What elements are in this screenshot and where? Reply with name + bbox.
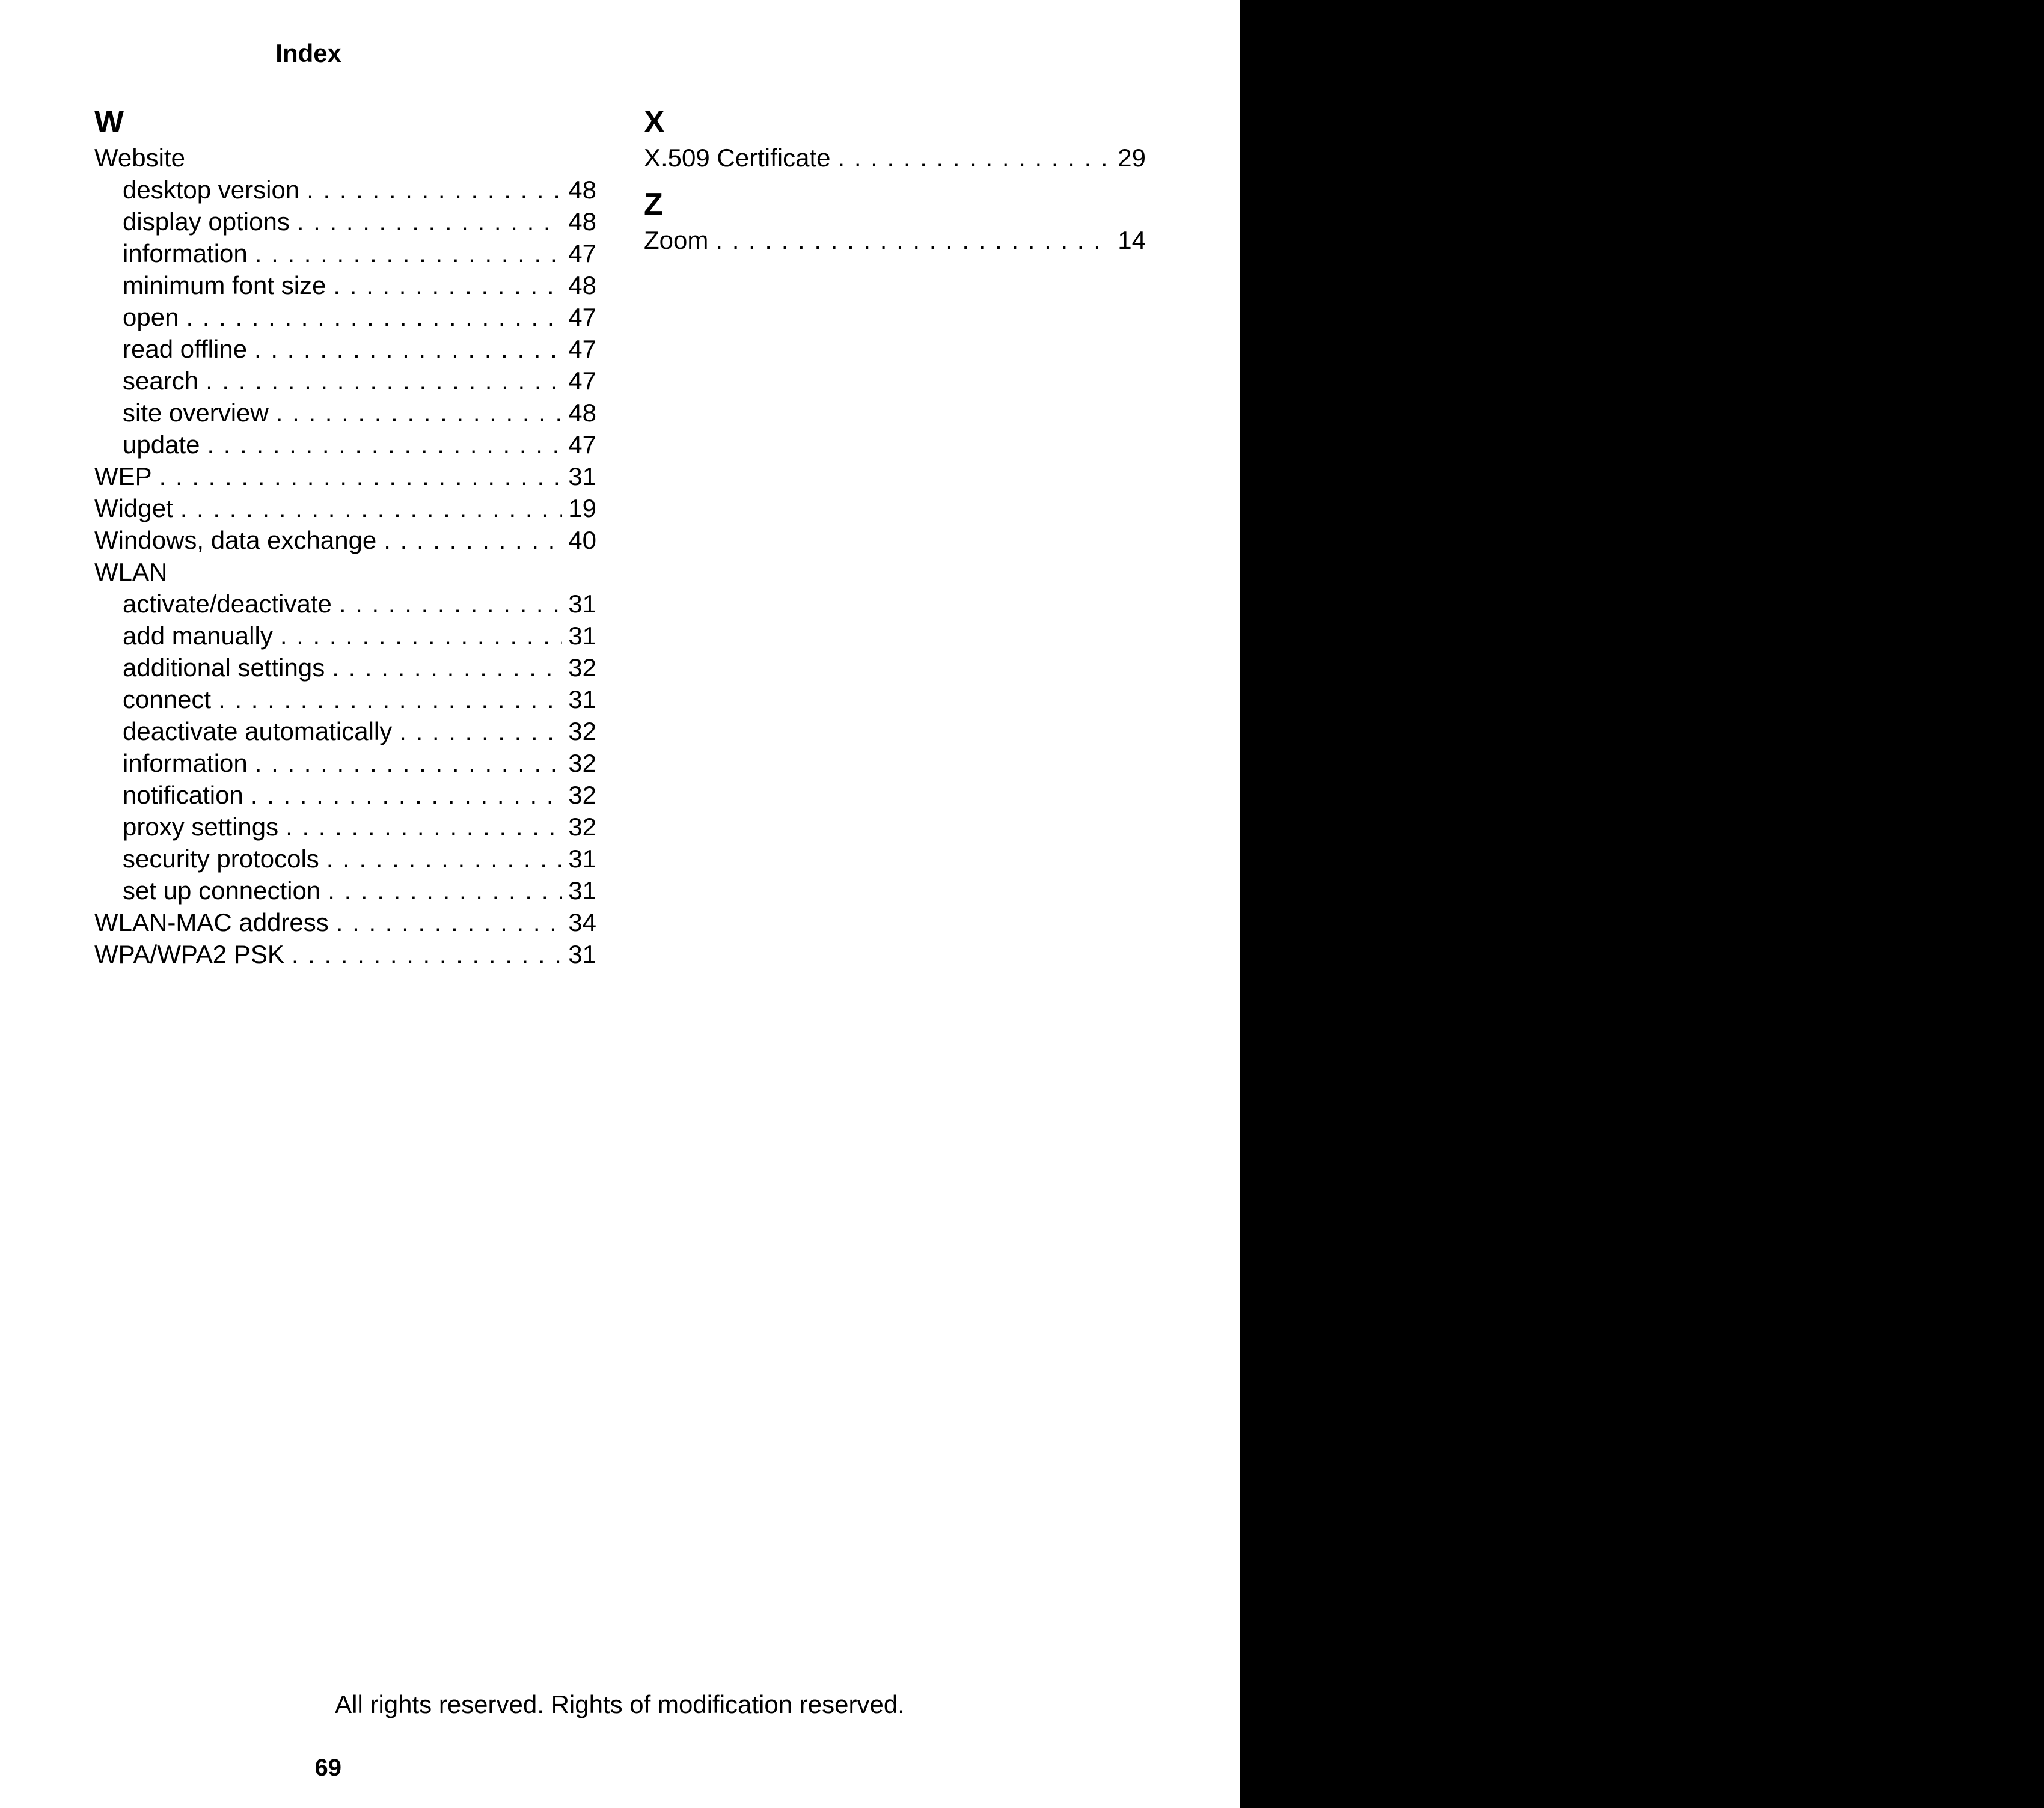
index-page-ref: 32	[568, 749, 596, 777]
index-entry	[94, 843, 596, 875]
dot-leader	[336, 906, 563, 938]
index-entry-widget	[94, 492, 596, 524]
index-page-ref: 14	[1118, 226, 1146, 254]
index-term: WLAN-MAC address	[94, 908, 329, 936]
index-term: notification	[123, 781, 243, 809]
index-term: Widget	[94, 494, 173, 522]
index-entry	[94, 811, 596, 843]
index-page-ref: 47	[568, 367, 596, 395]
index-entry	[94, 397, 596, 429]
index-term: read offline	[123, 335, 248, 363]
index-entry	[94, 429, 596, 460]
index-term: connect	[123, 685, 212, 713]
index-page-ref: 47	[568, 335, 596, 363]
index-letter-w: W	[94, 105, 124, 139]
index-entry-wpa	[94, 938, 596, 970]
index-page-ref: 48	[568, 399, 596, 427]
index-entry	[94, 875, 596, 906]
index-entry	[94, 588, 596, 620]
index-term: additional settings	[123, 653, 325, 682]
dot-leader	[218, 683, 562, 715]
index-page-ref: 47	[568, 303, 596, 331]
index-page-ref: 31	[568, 844, 596, 873]
dot-leader	[399, 715, 562, 747]
dot-leader	[255, 747, 563, 779]
index-term: desktop version	[123, 176, 300, 204]
dot-leader	[333, 269, 562, 301]
index-entry	[94, 683, 596, 715]
dot-leader	[255, 237, 563, 269]
index-entry	[94, 365, 596, 397]
index-term: security protocols	[123, 844, 319, 873]
index-entry	[94, 747, 596, 779]
index-entry-x509	[644, 142, 1146, 174]
index-page-ref: 31	[568, 685, 596, 713]
index-term: update	[123, 430, 200, 459]
index-term: WPA/WPA2 PSK	[94, 940, 284, 968]
index-term: display options	[123, 207, 290, 236]
index-term: set up connection	[123, 876, 321, 905]
index-page-ref: 34	[568, 908, 596, 936]
index-page-ref: 48	[568, 207, 596, 236]
dot-leader	[326, 843, 562, 875]
dot-leader	[292, 938, 562, 970]
index-term: open	[123, 303, 179, 331]
index-term: Windows, data exchange	[94, 526, 377, 554]
dot-leader	[276, 397, 563, 429]
page-header-title: Index	[275, 39, 341, 67]
index-page-ref: 48	[568, 271, 596, 299]
index-page-ref: 31	[568, 590, 596, 618]
index-page-ref: 32	[568, 717, 596, 745]
index-term: search	[123, 367, 199, 395]
index-term: add manually	[123, 622, 273, 650]
index-entry	[94, 301, 596, 333]
index-term: X.509 Certificate	[644, 144, 831, 172]
index-term: deactivate automatically	[123, 717, 393, 745]
index-term: proxy settings	[123, 813, 279, 841]
index-page-ref: 32	[568, 813, 596, 841]
footer-copyright-note: All rights reserved. Rights of modification reserved.	[335, 1690, 905, 1718]
index-term: activate/deactivate	[123, 590, 332, 618]
index-entry-wlan-mac	[94, 906, 596, 938]
index-page-ref: 31	[568, 622, 596, 650]
dot-leader	[328, 875, 562, 906]
index-entry	[94, 779, 596, 811]
index-entry	[94, 206, 596, 237]
index-page-ref: 47	[568, 239, 596, 267]
dot-leader	[307, 174, 562, 206]
index-page-ref: 48	[568, 176, 596, 204]
dot-leader	[280, 620, 562, 652]
index-term: information	[123, 239, 248, 267]
index-page-ref: 31	[568, 940, 596, 968]
dot-leader	[838, 142, 1112, 174]
index-page-ref: 32	[568, 653, 596, 682]
index-term: information	[123, 749, 248, 777]
index-letter-x: X	[644, 105, 665, 139]
dot-leader	[332, 652, 562, 683]
index-entry	[94, 174, 596, 206]
index-page-ref: 31	[568, 876, 596, 905]
index-term: minimum font size	[123, 271, 326, 299]
index-page-ref: 40	[568, 526, 596, 554]
index-page-ref: 19	[568, 494, 596, 522]
index-page-ref: 47	[568, 430, 596, 459]
dot-leader	[254, 333, 562, 365]
dot-leader	[339, 588, 562, 620]
dot-leader	[384, 524, 562, 556]
dot-leader	[297, 206, 562, 237]
index-entry	[94, 269, 596, 301]
index-column-left	[94, 102, 596, 970]
index-letter-z: Z	[644, 187, 663, 222]
index-entry-windows	[94, 524, 596, 556]
index-entry	[94, 237, 596, 269]
index-entry	[94, 333, 596, 365]
dot-leader	[251, 779, 562, 811]
index-page-ref: 31	[568, 462, 596, 490]
index-entry-wep	[94, 460, 596, 492]
page-number: 69	[314, 1755, 341, 1781]
index-column-right	[644, 102, 1146, 256]
black-background-panel	[1240, 0, 2044, 1808]
index-entry	[94, 620, 596, 652]
index-page-ref: 32	[568, 781, 596, 809]
dot-leader	[286, 811, 562, 843]
dot-leader	[180, 492, 563, 524]
index-entry	[94, 715, 596, 747]
index-heading-wlan: WLAN	[94, 558, 168, 586]
index-page-ref: 29	[1118, 144, 1146, 172]
dot-leader	[186, 301, 562, 333]
index-entry	[94, 652, 596, 683]
index-entry-zoom	[644, 224, 1146, 256]
dot-leader	[159, 460, 563, 492]
index-term: WEP	[94, 462, 152, 490]
index-heading-website: Website	[94, 144, 185, 172]
dot-leader	[715, 224, 1112, 256]
index-term: site overview	[123, 399, 269, 427]
index-term: Zoom	[644, 226, 709, 254]
dot-leader	[207, 429, 562, 460]
dot-leader	[206, 365, 562, 397]
